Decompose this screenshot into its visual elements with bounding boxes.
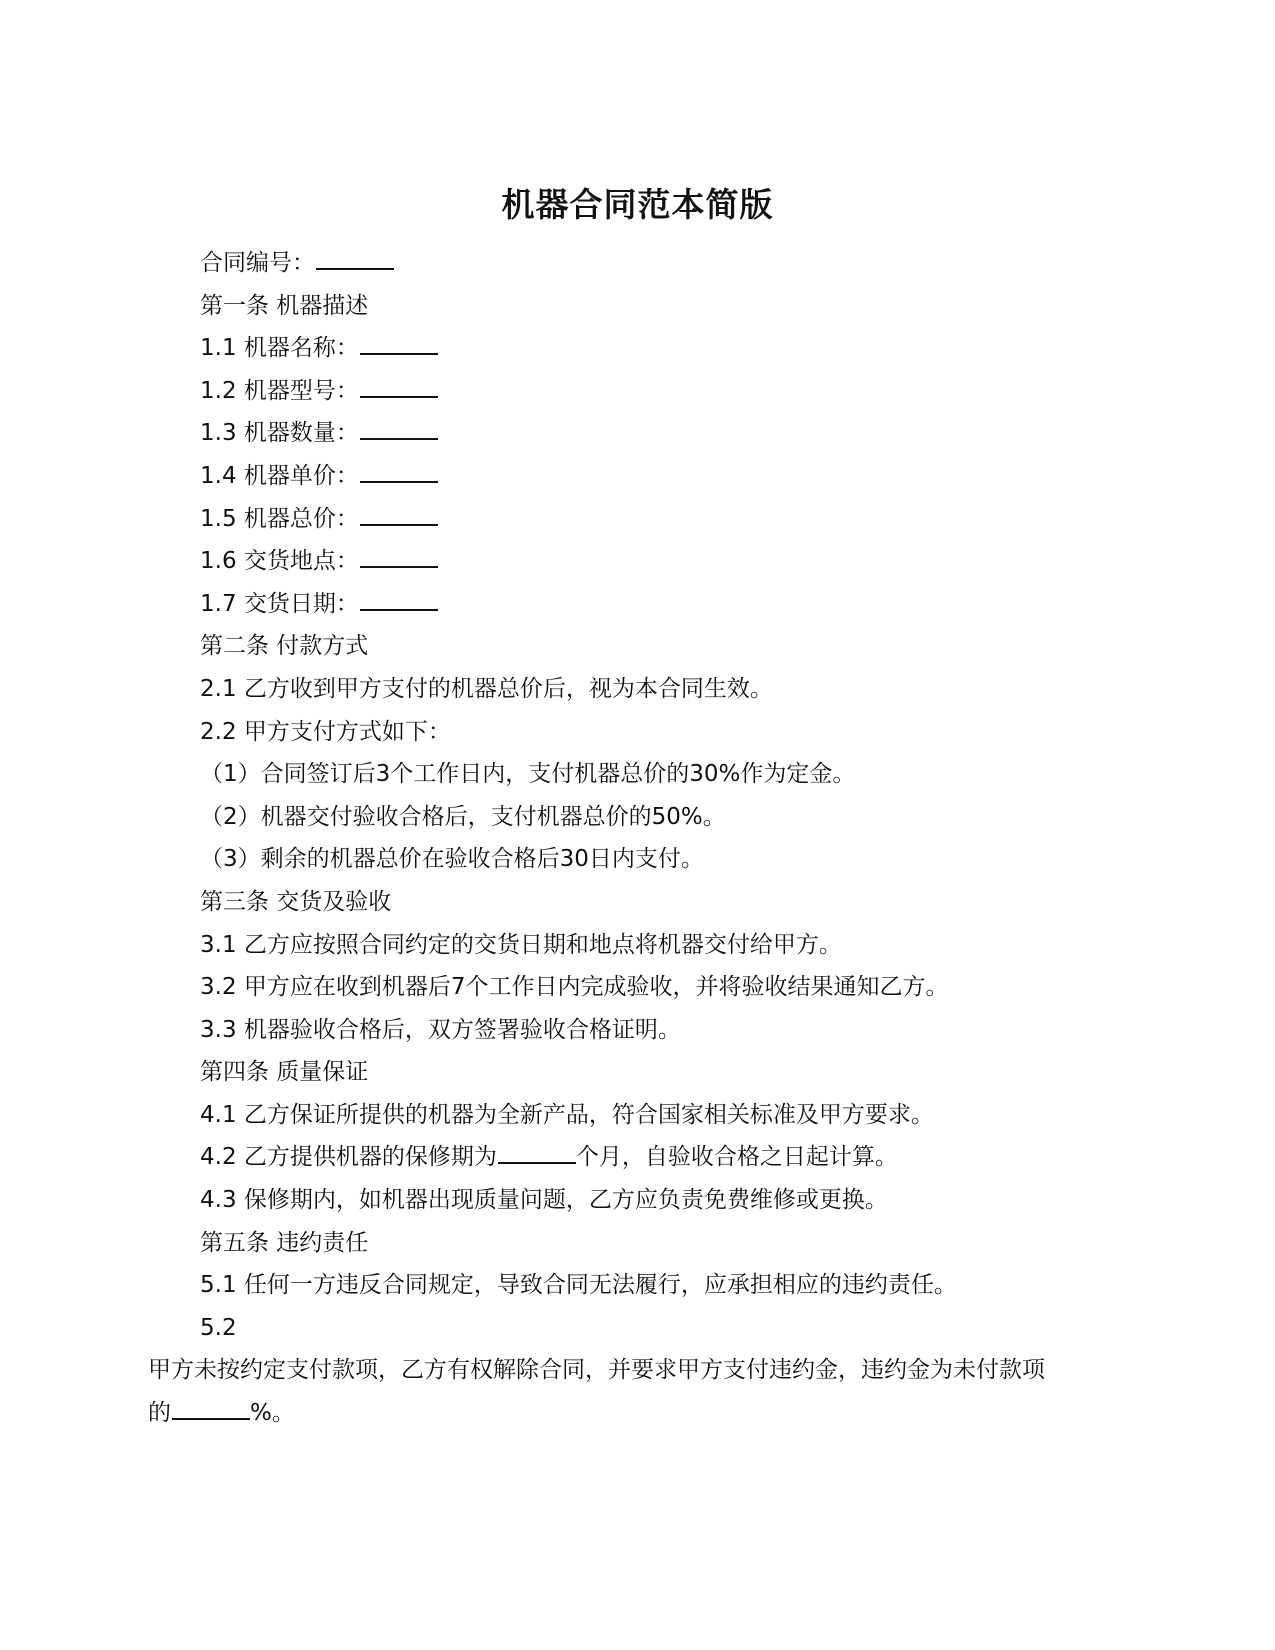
line-text: 1.4 机器单价： [200,462,359,489]
document-line [148,1094,1138,1137]
line-text: 5.1 任何一方违反合同规定，导致合同无法履行，应承担相应的违约责任。 [200,1272,957,1299]
document-line [148,1009,1138,1052]
line-text: 1.1 机器名称： [200,335,359,362]
line-suffix-text: 个月，自验收合格之日起计算。 [575,1144,898,1171]
line-text: 3.3 机器验收合格后，双方签署验收合格证明。 [200,1016,681,1043]
line-text: 第五条 违约责任 [200,1229,369,1256]
clause-5-2-line-2-suffix: %。 [250,1400,295,1427]
document-line [148,327,1138,370]
fill-in-blank[interactable] [360,331,438,355]
document-line [148,1179,1138,1222]
fill-in-blank[interactable] [316,246,394,270]
line-text: 1.2 机器型号： [200,377,359,404]
fill-in-blank[interactable] [360,502,438,526]
document-line [148,583,1138,626]
fill-in-blank[interactable] [360,544,438,568]
document-line [148,1136,1138,1179]
fill-in-blank[interactable] [360,416,438,440]
line-text: 第二条 付款方式 [200,633,369,660]
document-body [148,242,1138,1427]
clause-5-2-line-2-prefix: 的 [148,1400,171,1427]
document-line [148,498,1138,541]
document-line [148,412,1138,455]
line-text: 3.1 乙方应按照合同约定的交货日期和地点将机器交付给甲方。 [200,931,842,958]
document-line [148,668,1138,711]
document-line [148,1051,1138,1094]
fill-in-blank[interactable] [360,374,438,398]
line-text: （2）机器交付验收合格后，支付机器总价的50%。 [200,803,726,830]
line-text: 第三条 交货及验收 [200,888,392,915]
fill-in-blank[interactable] [360,459,438,483]
document-line [148,540,1138,583]
line-text: （1）合同签订后3个工作日内，支付机器总价的30%作为定金。 [200,761,856,788]
line-text: 1.5 机器总价： [200,505,359,532]
line-text: 4.2 乙方提供机器的保修期为 [200,1144,497,1171]
document-line [148,285,1138,328]
document-line [148,1307,1138,1350]
document-line [148,625,1138,668]
clause-5-2-line-1: 甲方未按约定支付款项，乙方有权解除合同，并要求甲方支付违约金，违约金为未付款项 [148,1357,1045,1384]
line-text: 第一条 机器描述 [200,292,369,319]
document-line [148,881,1138,924]
line-text: 2.1 乙方收到甲方支付的机器总价后，视为本合同生效。 [200,675,773,702]
line-text: 1.3 机器数量： [200,420,359,447]
line-text: 1.6 交货地点： [200,548,359,575]
clause-5-2-line-2 [148,1392,1138,1435]
fill-in-blank[interactable] [498,1140,576,1164]
document-line [148,796,1138,839]
document-line [148,838,1138,881]
line-text: （3）剩余的机器总价在验收合格后30日内支付。 [200,846,704,873]
document-line [148,711,1138,754]
line-text: 1.7 交货日期： [200,590,359,617]
document-line [148,924,1138,967]
document-title: 机器合同范本简版 [501,185,774,224]
fill-in-blank[interactable] [360,587,438,611]
document-line [148,455,1138,498]
line-text: 4.1 乙方保证所提供的机器为全新产品，符合国家相关标准及甲方要求。 [200,1101,934,1128]
clause-5-2-text [148,1349,1138,1427]
document-line [148,966,1138,1009]
penalty-percent-blank[interactable] [172,1396,250,1420]
line-text: 4.3 保修期内，如机器出现质量问题，乙方应负责免费维修或更换。 [200,1187,888,1214]
line-text: 3.2 甲方应在收到机器后7个工作日内完成验收，并将验收结果通知乙方。 [200,974,949,1001]
document-line [148,1264,1138,1307]
line-text: 合同编号： [200,250,315,276]
document-line [148,370,1138,413]
document-line [148,242,1138,285]
document-line [148,753,1138,796]
line-text: 5.2 [200,1314,237,1341]
document-line [148,1222,1138,1265]
line-text: 2.2 甲方支付方式如下： [200,718,451,745]
line-text: 第四条 质量保证 [200,1059,369,1086]
